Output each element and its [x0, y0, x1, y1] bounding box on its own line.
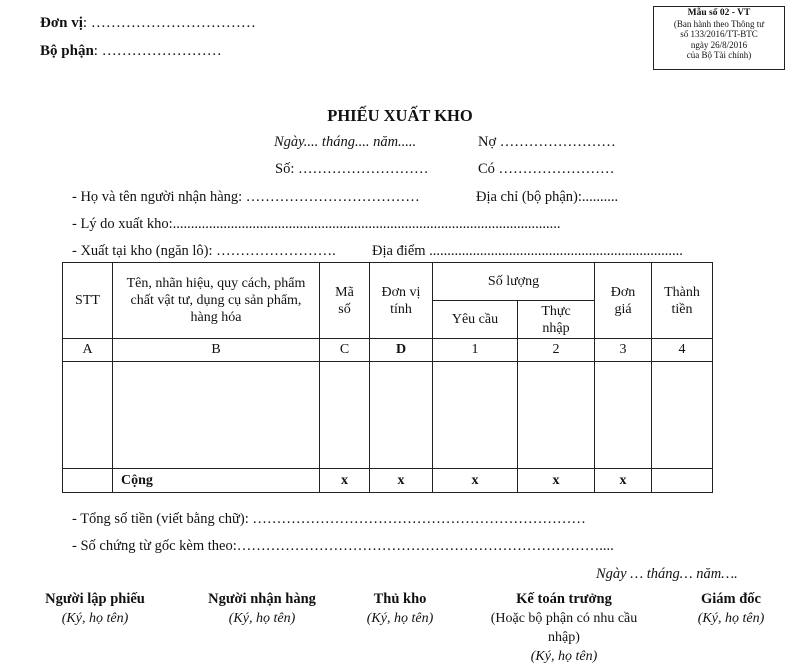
column-code: 4	[652, 339, 713, 362]
number-line: Số: ………………………	[275, 161, 429, 177]
blank-cell	[518, 362, 595, 469]
signature-title: Người nhận hàng	[208, 591, 316, 607]
table-total-row	[63, 469, 713, 493]
total-label: Cộng	[113, 469, 320, 493]
signature-title: Giám đốc	[700, 591, 761, 607]
unit-label: Đơn vị	[40, 15, 83, 31]
header-code: Mã số	[320, 263, 370, 339]
department-label: Bộ phận	[40, 43, 94, 59]
column-code: 2	[518, 339, 595, 362]
total-mark: x	[595, 469, 652, 493]
department-fill: : ……………………	[93, 43, 222, 59]
department-line	[40, 43, 222, 60]
signature-sub: (Ký, họ tên)	[366, 611, 434, 626]
header-stt: STT	[63, 263, 113, 339]
signature-title: Người lập phiếu	[45, 591, 145, 607]
blank-cell	[652, 362, 713, 469]
signature-receiver	[190, 590, 334, 628]
column-code: B	[113, 339, 320, 362]
form-code: Mẫu số 02 - VT	[687, 8, 751, 18]
total-mark: x	[370, 469, 433, 493]
signature-storekeeper	[350, 590, 450, 628]
signature-title: Kế toán trưởng	[516, 591, 612, 607]
header-name: Tên, nhãn hiệu, quy cách, phẩm chất vật tư, dụng cụ sản phẩm, hàng hóa	[113, 263, 320, 339]
form-note-line: (Ban hành theo Thông tư	[673, 18, 765, 29]
total-mark: x	[320, 469, 370, 493]
column-code: 3	[595, 339, 652, 362]
form-note-line: số 133/2016/TT-BTC	[680, 29, 758, 39]
total-words-line: - Tổng số tiền (viết bằng chữ): ……………………………………………………………	[72, 511, 586, 527]
signature-sub: (Ký, họ tên)	[228, 611, 296, 626]
header-actual: Thực nhập	[518, 301, 595, 339]
warehouse-field: - Xuất tại kho (ngăn lô): …………………….	[72, 243, 336, 259]
total-mark: x	[433, 469, 518, 493]
unit-line	[40, 15, 256, 32]
header-unit: Đơn vị tính	[370, 263, 433, 339]
items-table	[62, 262, 713, 493]
form-note-line: ngày 26/8/2016	[690, 39, 748, 50]
header-amount: Thành tiền	[652, 263, 713, 339]
blank-cell	[320, 362, 370, 469]
footer-date: Ngày … tháng… năm….	[596, 566, 738, 582]
total-mark: x	[518, 469, 595, 493]
blank-cell	[113, 362, 320, 469]
unit-fill: : ……………………………	[82, 15, 256, 31]
signature-sub: (Ký, họ tên)	[61, 611, 129, 626]
column-code: A	[63, 339, 113, 362]
table-code-row	[63, 339, 713, 362]
form-note-line: của Bộ Tài chính)	[686, 50, 752, 60]
header-price: Đơn giá	[595, 263, 652, 339]
attachments-line: - Số chứng từ gốc kèm theo:…………………………………………………………………....	[72, 538, 614, 554]
blank-cell	[63, 469, 113, 493]
blank-cell	[433, 362, 518, 469]
debit-line: Nợ ……………………	[478, 134, 616, 150]
receiver-field: - Họ và tên người nhận hàng: ………………………………	[72, 189, 420, 205]
blank-cell	[370, 362, 433, 469]
blank-cell	[595, 362, 652, 469]
blank-cell	[652, 469, 713, 493]
date-line: Ngày.... tháng.... năm.....	[274, 134, 417, 150]
signature-note: (Hoặc bộ phận có nhu cầu nhập)	[490, 611, 638, 645]
form-template-box	[653, 6, 785, 70]
table-header-row	[63, 263, 713, 301]
reason-field: - Lý do xuất kho:...........................................................................................................	[72, 216, 561, 232]
column-code: D	[370, 339, 433, 362]
signature-preparer	[28, 590, 162, 628]
credit-line: Có ……………………	[478, 161, 615, 177]
header-requested: Yêu cầu	[433, 301, 518, 339]
signature-title: Thủ kho	[373, 591, 427, 607]
blank-cell	[63, 362, 113, 469]
address-field: Địa chỉ (bộ phận):..........	[476, 189, 619, 205]
location-field: Địa điểm ......................................................................	[372, 243, 683, 259]
column-code: 1	[433, 339, 518, 362]
page-title: PHIẾU XUẤT KHO	[327, 106, 473, 125]
header-quantity: Số lượng	[433, 263, 595, 301]
signature-sub: (Ký, họ tên)	[530, 649, 598, 664]
signature-sub: (Ký, họ tên)	[697, 611, 765, 626]
signature-director	[676, 590, 786, 628]
table-blank-row	[63, 362, 713, 469]
signature-chief-accountant	[476, 590, 652, 666]
column-code: C	[320, 339, 370, 362]
